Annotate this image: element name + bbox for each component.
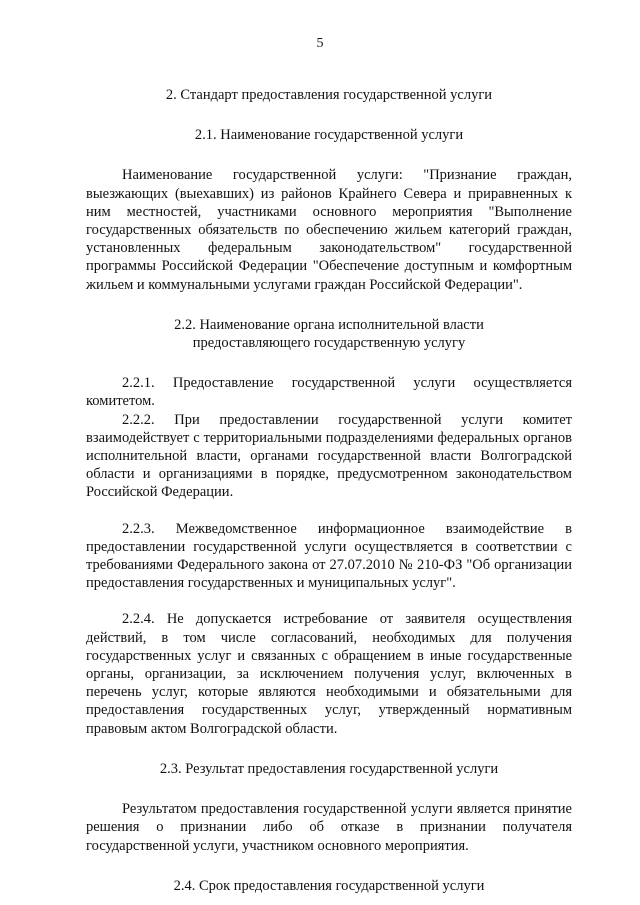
document-body <box>86 86 572 895</box>
section-2-2-heading-line2: предоставляющего государственную услугу <box>192 335 466 352</box>
paragraph-2-2-4: 2.2.4. Не допускается истребование от заявителя осуществления действий, в том числе согласований, необходимых для получения государственных услуг и связанных с обращением в иные государственные органы, организации, за исключением получения услуг, включенных в перечень услуг, которые являются необходимыми и обязательными для предоставления государственных услуг, утвержденный нормативным правовым актом Волгоградской области. <box>86 611 572 737</box>
section-2-3-heading: 2.3. Результат предоставления государственной услуги <box>159 760 499 777</box>
paragraph-2-2-2: 2.2.2. При предоставлении государственной услуги комитет взаимодействует с территориальными подразделениями федеральных органов исполнительной власти, органами государственной власти Волгоградской области и организациями в порядке, предусмотренном законодательством Российской Федерации. <box>86 411 572 501</box>
section-2-1-paragraph: Наименование государственной услуги: "Признание граждан, выезжающих (выехавших) из районов Крайнего Севера и приравненных к ним местностей, участниками основного мероприятия "Выполнение государственных обязательств по обеспечению жильем категорий граждан, установленных федеральным законодательством" государственной программы Российской Федерации "Обеспечение доступным и комфортным жильем и коммунальными услугами граждан Российской Федерации". <box>86 167 572 293</box>
section-2-3-paragraph: Результатом предоставления государственной услуги является принятие решения о признании либо об отказе в признании получателя государственной услуги, участником основного мероприятия. <box>86 801 572 854</box>
section-2-4-heading: 2.4. Срок предоставления государственной услуги <box>173 877 485 894</box>
section-2-1-heading: 2.1. Наименование государственной услуги <box>194 127 464 144</box>
section-2-heading: 2. Стандарт предоставления государственной услуги <box>165 87 493 103</box>
section-2-2-heading-line1: 2.2. Наименование органа исполнительной власти <box>174 316 484 333</box>
paragraph-2-2-1: 2.2.1. Предоставление государственной услуги осуществляется комитетом. <box>86 375 572 410</box>
paragraph-2-2-3: 2.2.3. Межведомственное информационное взаимодействие в предоставлении государственной услуги осуществляется в соответствии с требованиями Федерального закона от 27.07.2010 № 210-ФЗ "Об организации предоставления государственных и муниципальных услуг". <box>86 520 572 592</box>
page-number: 5 <box>316 36 324 51</box>
